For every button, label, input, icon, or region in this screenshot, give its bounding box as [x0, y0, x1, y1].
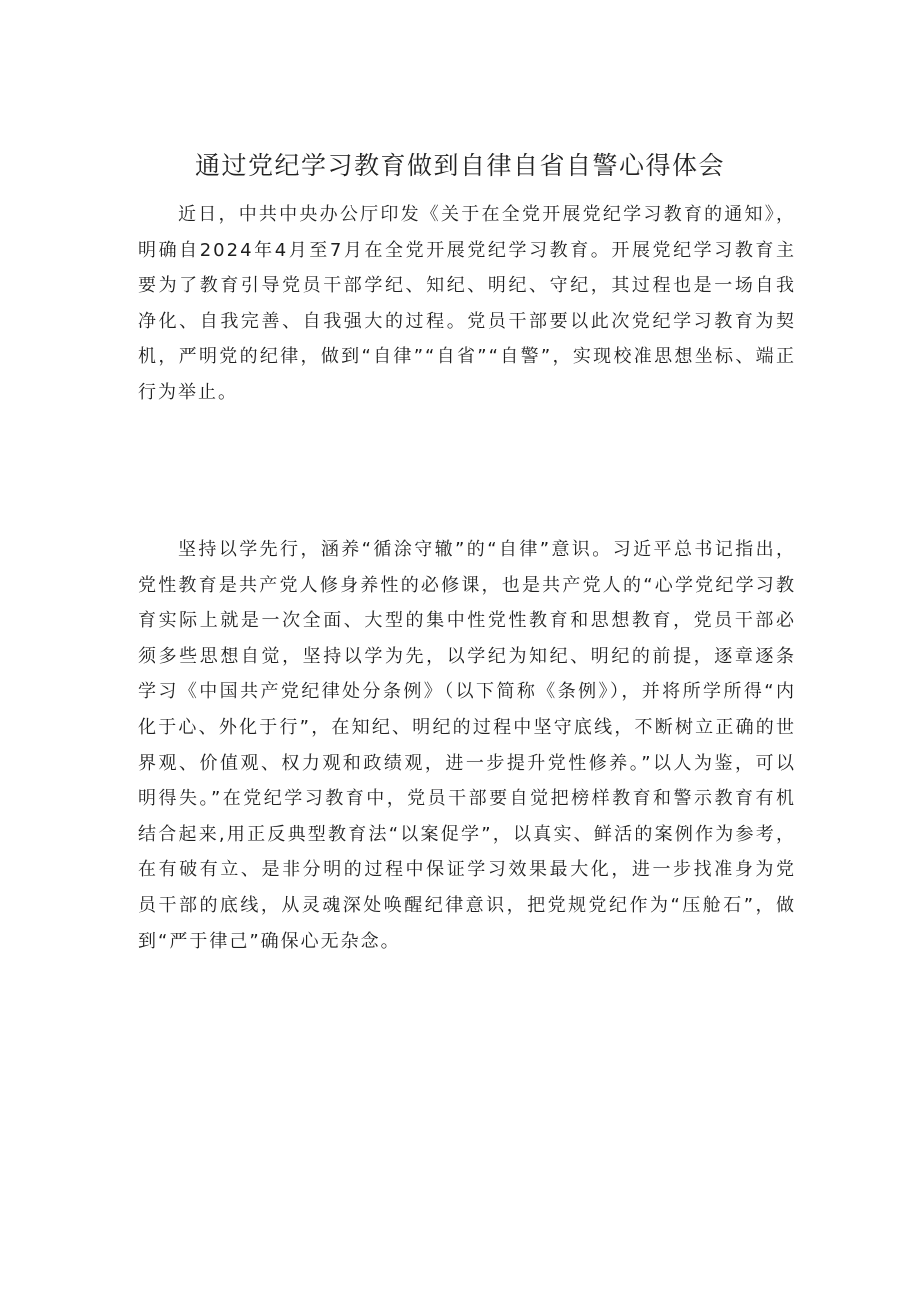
paragraph-self-discipline: 坚持以学先行，涵养“循涂守辙”的“自律”意识。习近平总书记指出，党性教育是共产党人修身养性的必修课，也是共产党人的“心学党纪学习教育实际上就是一次全面、大型的集中性党性教育和思想教育，党员干部必须多些思想自觉，坚持以学为先，以学纪为知纪、明纪的前提，逐章逐条学习《中国共产党纪律处分条例》（以下简称《条例》），并将所学所得“内化于心、外化于行”，在知纪、明纪的过程中坚守底线，不断树立正确的世界观、价值观、权力观和政绩观，进一步提升党性修养。”以人为鉴，可以明得失。”在党纪学习教育中，党员干部要自觉把榜样教育和警示教育有机结合起来,用正反典型教育法“以案促学”，以真实、鲜活的案例作为参考，在有破有立、是非分明的过程中保证学习效果最大化，进一步找准身为党员干部的底线，从灵魂深处唤醒纪律意识，把党规党纪作为“压舱石”，做到“严于律己”确保心无杂念。	[138, 539, 796, 952]
paragraph-intro: 近日，中共中央办公厅印发《关于在全党开展党纪学习教育的通知》，明确自2024年4月至7月在全党开展党纪学习教育。开展党纪学习教育主要为了教育引导党员干部学纪、知纪、明纪、守纪，其过程也是一场自我净化、自我完善、自我强大的过程。党员干部要以此次党纪学习教育为契机，严明党的纪律，做到“自律”“自省”“自警”，实现校准思想坐标、端正行为举止。	[138, 204, 796, 403]
document-title: 通过党纪学习教育做到自律自省自警心得体会	[194, 151, 725, 180]
